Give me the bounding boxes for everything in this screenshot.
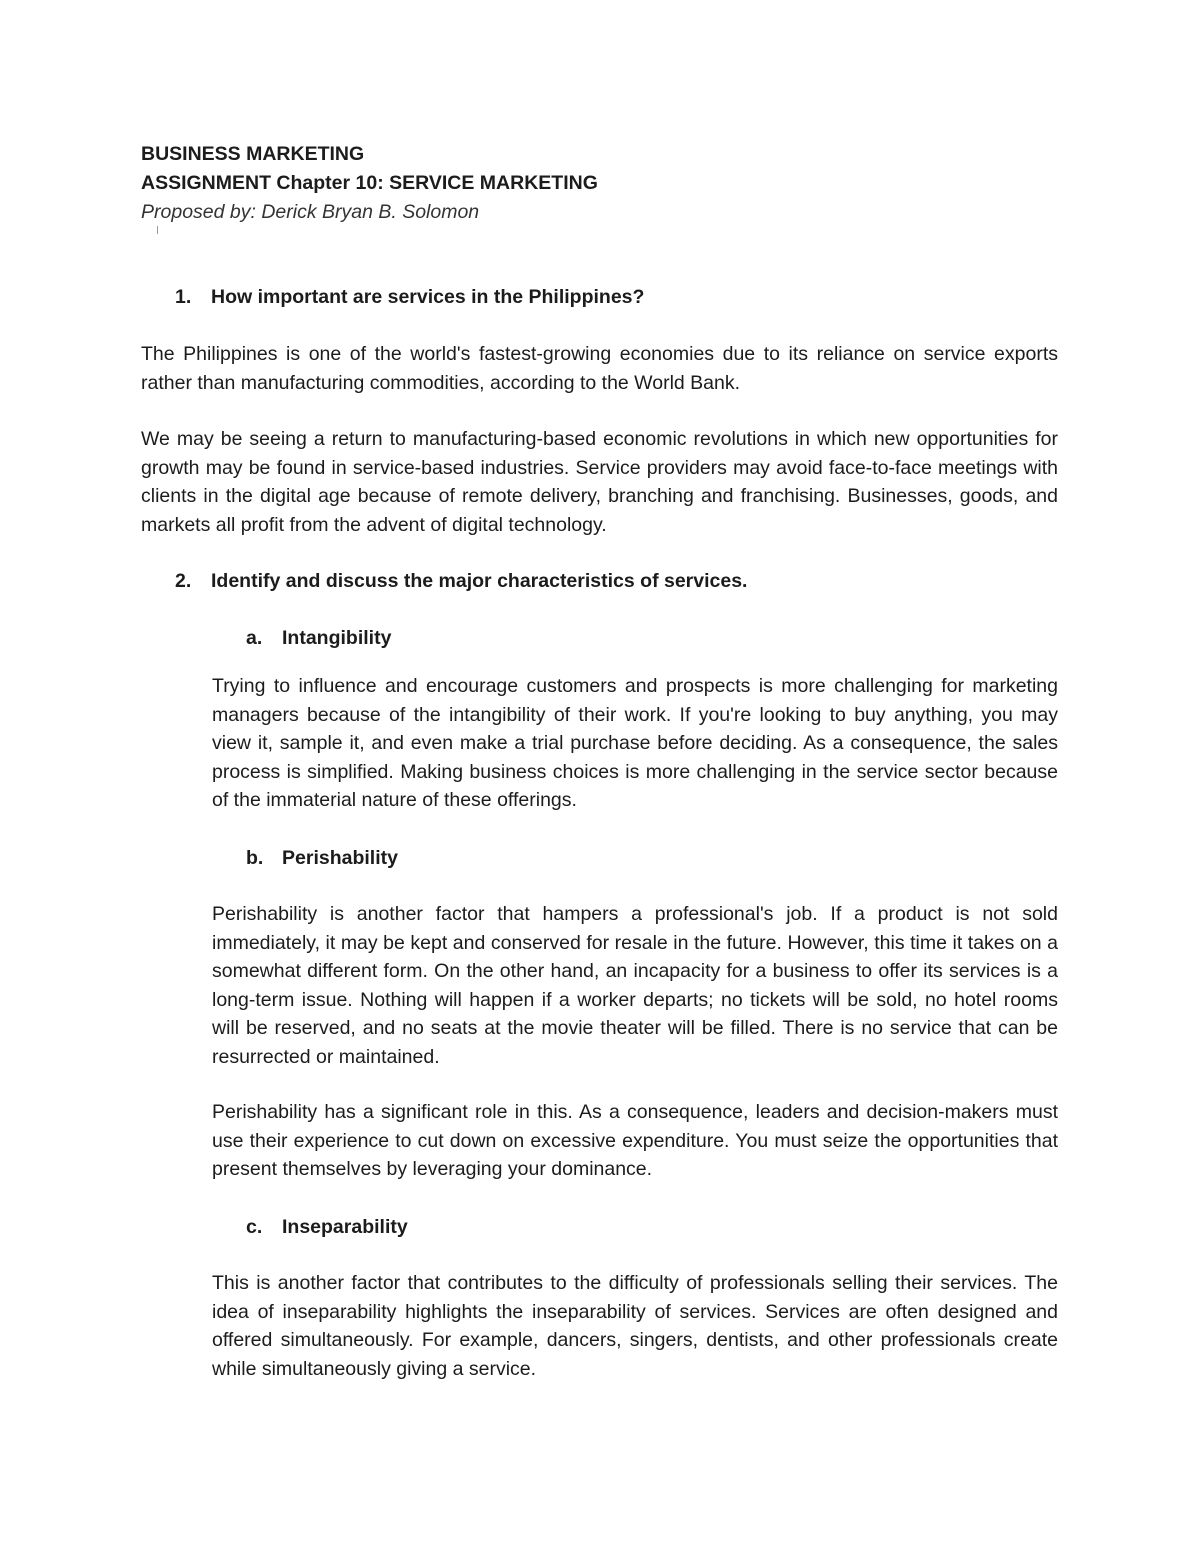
subheading-inseparability <box>141 1213 1058 1242</box>
course-title: BUSINESS MARKETING <box>141 143 365 165</box>
paragraph: This is another factor that contributes to the difficulty of professionals selling their services. The idea of inseparability highlights the inseparability of services. Services are often designed and offered simultaneously. For example, dancers, singers, dentists, and other professionals create while simultaneously giving a service. <box>212 1272 1058 1380</box>
question-text: How important are services in the Philippines? <box>211 286 645 308</box>
question-text: Identify and discuss the major characteristics of services. <box>211 570 748 592</box>
question-number: 2. <box>175 570 192 592</box>
subheading-intangibility <box>141 624 1058 653</box>
item-title: Perishability <box>282 847 398 869</box>
author-line: Proposed by: Derick Bryan B. Solomon <box>141 201 480 223</box>
subheading-perishability <box>141 844 1058 873</box>
item-letter: c. <box>246 1216 263 1238</box>
paragraph: Trying to influence and encourage customers and prospects is more challenging for marketing managers because of the intangibility of their work. If you're looking to buy anything, you may view it, sample it, and even make a trial purchase before deciding. As a consequence, the sales process is simplified. Making business choices is more challenging in the service sector because of the immaterial nature of these offerings. <box>212 675 1058 812</box>
question-2 <box>141 567 1058 596</box>
question-1 <box>141 283 1058 312</box>
paragraph: The Philippines is one of the world's fastest-growing economies due to its reliance on service exports rather than manufacturing commodities, according to the World Bank. <box>141 343 1058 394</box>
paragraph: Perishability has a significant role in this. As a consequence, leaders and decision-makers must use their experience to cut down on excessive expenditure. You must seize the opportunities that present themselves by leveraging your dominance. <box>212 1101 1058 1181</box>
item-letter: b. <box>246 847 264 869</box>
item-letter: a. <box>246 627 263 649</box>
item-title: Inseparability <box>282 1216 408 1238</box>
paragraph: We may be seeing a return to manufacturing-based economic revolutions in which new opportunities for growth may be found in service-based industries. Service providers may avoid face-to-face meetings with clients in the digital age because of remote delivery, branching and franchising. Businesses, goods, and markets all profit from the advent of digital technology. <box>141 428 1058 536</box>
cursor-mark <box>157 226 158 234</box>
question-number: 1. <box>175 286 192 308</box>
assignment-title: ASSIGNMENT Chapter 10: SERVICE MARKETING <box>141 172 598 194</box>
paragraph: Perishability is another factor that hampers a professional's job. If a product is not sold immediately, it may be kept and conserved for resale in the future. However, this time it takes on a somewhat different form. On the other hand, an incapacity for a business to offer its services is a long-term issue. Nothing will happen if a worker departs; no tickets will be sold, no hotel rooms will be reserved, and no seats at the movie theater will be filled. There is no service that can be resurrected or maintained. <box>212 903 1058 1068</box>
item-title: Intangibility <box>282 627 392 649</box>
